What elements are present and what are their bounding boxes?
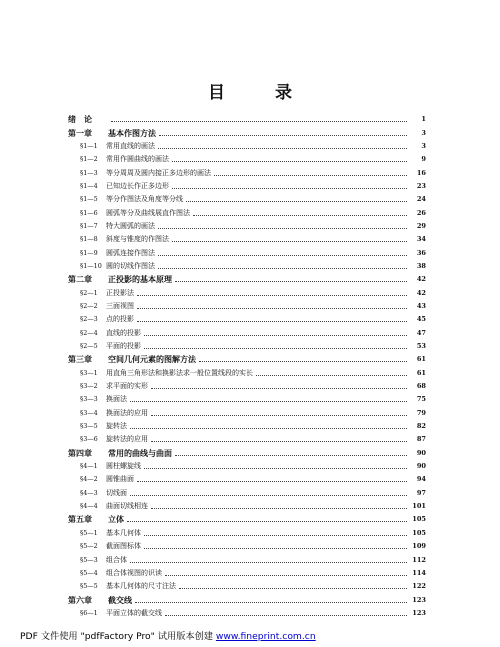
toc-entry-number: §5—3 — [80, 555, 98, 564]
toc-page-number: 109 — [412, 542, 426, 551]
dot-leader — [199, 361, 407, 362]
toc-page-number: 123 — [412, 595, 426, 604]
toc-chapter-row — [68, 593, 426, 606]
toc-entry-title: 基本几何体 — [106, 528, 141, 537]
toc-chapter-row — [68, 513, 426, 526]
dot-leader — [144, 548, 407, 549]
toc-section-row — [68, 313, 426, 326]
toc-entry-title: 等分周周及圆内接正多边形的画法 — [106, 168, 211, 177]
dot-leader — [179, 588, 407, 589]
toc-entry-number: 绪 论 — [68, 114, 92, 125]
toc-page-number: 90 — [416, 462, 426, 471]
toc-section-row — [68, 607, 426, 620]
dot-leader — [111, 121, 407, 122]
toc-section-row — [68, 233, 426, 246]
dot-leader — [172, 161, 407, 162]
toc-section-row — [68, 300, 426, 313]
toc-entry-title: 正投影的基本原理 — [108, 274, 172, 285]
toc-entry-title: 圆锥曲面 — [106, 475, 134, 484]
toc-page-number: 43 — [416, 301, 426, 310]
toc-page-number: 26 — [416, 208, 426, 217]
toc-page-number: 38 — [416, 261, 426, 270]
toc-entry-number: §4—3 — [80, 488, 98, 497]
toc-entry-title: 圆的切线作图法 — [106, 261, 155, 270]
toc-chapter-row — [68, 113, 426, 126]
toc-entry-title: 常用作圆曲线的画法 — [106, 155, 169, 164]
dot-leader — [158, 148, 407, 149]
toc-entry-number: 第五章 — [68, 514, 92, 525]
toc-entry-title: 换面法 — [106, 395, 127, 404]
toc-page-number: 87 — [416, 435, 426, 444]
toc-section-row — [68, 407, 426, 420]
toc-page-number: 3 — [421, 128, 426, 137]
toc-entry-number: §3—4 — [80, 408, 98, 417]
toc-entry-title: 已知边长作正多边形 — [106, 181, 169, 190]
toc-entry-number: §1—5 — [80, 195, 98, 204]
dot-leader — [151, 441, 407, 442]
toc-entry-title: 用直角三角形法和换影法求一般位置线段的实长 — [106, 368, 253, 377]
toc-page-number: 123 — [412, 608, 426, 617]
toc-entry-number: §3—3 — [80, 395, 98, 404]
toc-section-row — [68, 153, 426, 166]
dot-leader — [144, 535, 407, 536]
toc-entry-title: 常用的曲线与曲面 — [108, 447, 172, 458]
toc-entry-number: §2—1 — [80, 288, 98, 297]
toc-entry-title: 常用直线的画法 — [106, 141, 155, 150]
toc-entry-number: §2—4 — [80, 328, 98, 337]
toc-page-number: 90 — [416, 448, 426, 457]
toc-entry-title: 组合体视图的识读 — [106, 568, 162, 577]
toc-entry-number: 第四章 — [68, 447, 92, 458]
dot-leader — [130, 401, 407, 402]
toc-page-number: 112 — [412, 555, 426, 564]
toc-page-number: 34 — [416, 235, 426, 244]
dot-leader — [144, 335, 407, 336]
toc-page-number: 122 — [412, 582, 426, 591]
toc-page-number: 105 — [412, 528, 426, 537]
toc-page-number: 68 — [416, 382, 426, 391]
toc-entry-number: §5—2 — [80, 542, 98, 551]
footer-link[interactable]: www.fineprint.com.cn — [215, 631, 316, 642]
toc-section-row — [68, 380, 426, 393]
toc-entry-number: §3—6 — [80, 435, 98, 444]
dot-leader — [214, 175, 407, 176]
dot-leader — [175, 455, 407, 456]
toc-entry-title: 立体 — [108, 514, 124, 525]
toc-entry-number: §1—4 — [80, 181, 98, 190]
toc-entry-title: 截面图标体 — [106, 542, 141, 551]
toc-page-number: 42 — [416, 275, 426, 284]
dot-leader — [130, 428, 407, 429]
toc-page-number: 1 — [421, 115, 426, 124]
toc-page-number: 53 — [416, 342, 426, 351]
toc-section-row — [68, 393, 426, 406]
toc-entry-title: 空间几何元素的图解方法 — [108, 354, 196, 365]
toc-entry-number: 第三章 — [68, 354, 92, 365]
page-title: 目 录 — [208, 83, 314, 103]
toc-entry-number: §1—9 — [80, 248, 98, 257]
toc-page-number: 61 — [416, 368, 426, 377]
toc-section-row — [68, 460, 426, 473]
dot-leader — [151, 508, 407, 509]
toc-entry-title: 换面法的应用 — [106, 408, 148, 417]
dot-leader — [137, 481, 407, 482]
toc-entry-number: 第二章 — [68, 274, 92, 285]
toc-chapter-row — [68, 273, 426, 286]
toc-entry-number: §1—1 — [80, 141, 98, 150]
toc-entry-number: §4—4 — [80, 502, 98, 511]
toc-section-row — [68, 193, 426, 206]
dot-leader — [165, 615, 407, 616]
dot-leader — [130, 562, 407, 563]
toc-entry-title: 旋转法的应用 — [106, 435, 148, 444]
toc-entry-title: 组合体 — [106, 555, 127, 564]
toc-page-number: 79 — [416, 408, 426, 417]
toc-page-number: 36 — [416, 248, 426, 257]
dot-leader — [158, 268, 407, 269]
footer-text: PDF 文件使用 "pdfFactory Pro" 试用版本创建 — [20, 631, 213, 642]
toc-entry-title: 直线的投影 — [106, 328, 141, 337]
dot-leader — [137, 308, 407, 309]
toc-entry-number: §1—2 — [80, 155, 98, 164]
toc-entry-title: 旋转法 — [106, 422, 127, 431]
toc-entry-number: §1—7 — [80, 221, 98, 230]
dot-leader — [158, 228, 407, 229]
dot-leader — [151, 415, 407, 416]
dot-leader — [130, 495, 407, 496]
toc-chapter-row — [68, 126, 426, 139]
toc-entry-title: 求平面的实形 — [106, 382, 148, 391]
dot-leader — [137, 295, 407, 296]
toc-entry-title: 特大圆弧的画法 — [106, 221, 155, 230]
toc-section-row — [68, 260, 426, 273]
toc-page-number: 97 — [416, 488, 426, 497]
toc-section-row — [68, 367, 426, 380]
toc-page-number: 94 — [416, 475, 426, 484]
toc-section-row — [68, 220, 426, 233]
toc-page-number: 75 — [416, 395, 426, 404]
toc-page-number: 101 — [412, 502, 426, 511]
toc-page-number: 114 — [412, 568, 426, 577]
dot-leader — [172, 188, 407, 189]
toc-entry-number: §1—8 — [80, 235, 98, 244]
toc-page-number: 105 — [412, 515, 426, 524]
toc-entry-title: 圆柱螺旋线 — [106, 462, 141, 471]
toc-entry-number: §4—2 — [80, 475, 98, 484]
toc-page-number: 82 — [416, 422, 426, 431]
dot-leader — [186, 201, 407, 202]
toc-entry-title: 切线面 — [106, 488, 127, 497]
toc-entry-title: 点的投影 — [106, 315, 134, 324]
dot-leader — [144, 348, 407, 349]
toc-entry-number: §1—6 — [80, 208, 98, 217]
toc-entry-title: 曲面切线相连 — [106, 502, 148, 511]
toc-entry-title: 圆弧连接作图法 — [106, 248, 155, 257]
toc-section-row — [68, 327, 426, 340]
toc-section-row — [68, 527, 426, 540]
toc-entry-number: §1—3 — [80, 168, 98, 177]
toc-section-row — [68, 420, 426, 433]
toc-page-number: 47 — [416, 328, 426, 337]
toc-section-row — [68, 473, 426, 486]
dot-leader — [175, 281, 407, 282]
toc-entry-title: 正投影法 — [106, 288, 134, 297]
toc-entry-title: 平面的投影 — [106, 342, 141, 351]
toc-section-row — [68, 180, 426, 193]
toc-section-row — [68, 580, 426, 593]
toc-entry-title: 圆弧等分及曲线展直作图法 — [106, 208, 190, 217]
toc-entry-number: §2—2 — [80, 301, 98, 310]
toc-section-row — [68, 433, 426, 446]
toc-entry-number: §5—5 — [80, 582, 98, 591]
toc-page-number: 29 — [416, 221, 426, 230]
dot-leader — [144, 468, 407, 469]
toc-section-row — [68, 500, 426, 513]
toc-entry-number: §2—3 — [80, 315, 98, 324]
toc-page-number: 9 — [421, 155, 426, 164]
toc-entry-number: 第六章 — [68, 594, 92, 605]
toc-entry-number: §6—1 — [80, 608, 98, 617]
toc-entry-number: §3—1 — [80, 368, 98, 377]
toc-page-number: 42 — [416, 288, 426, 297]
dot-leader — [137, 321, 407, 322]
toc-section-row — [68, 166, 426, 179]
toc-entry-number: 第一章 — [68, 127, 92, 138]
toc-entry-number: §5—4 — [80, 568, 98, 577]
dot-leader — [158, 255, 407, 256]
toc-section-row — [68, 286, 426, 299]
table-of-contents — [68, 113, 426, 620]
dot-leader — [127, 521, 407, 522]
dot-leader — [256, 375, 407, 376]
dot-leader — [151, 388, 407, 389]
toc-entry-title: 三面视图 — [106, 301, 134, 310]
toc-section-row — [68, 553, 426, 566]
toc-entry-number: §2—5 — [80, 342, 98, 351]
toc-page-number: 61 — [416, 355, 426, 364]
toc-entry-title: 等分作图法及角度等分线 — [106, 195, 183, 204]
toc-section-row — [68, 246, 426, 259]
toc-section-row — [68, 206, 426, 219]
toc-section-row — [68, 340, 426, 353]
toc-section-row — [68, 487, 426, 500]
dot-leader — [159, 135, 407, 136]
toc-section-row — [68, 567, 426, 580]
toc-entry-number: §5—1 — [80, 528, 98, 537]
toc-section-row — [68, 140, 426, 153]
toc-chapter-row — [68, 447, 426, 460]
dot-leader — [135, 602, 407, 603]
toc-entry-title: 基本几何体的尺寸注法 — [106, 582, 176, 591]
toc-entry-title: 截交线 — [108, 594, 132, 605]
toc-entry-title: 斜度与锥度的作图法 — [106, 235, 169, 244]
toc-page-number: 16 — [416, 168, 426, 177]
toc-entry-number: §3—2 — [80, 382, 98, 391]
toc-page-number: 3 — [421, 141, 426, 150]
toc-entry-title: 平面立体的截交线 — [106, 608, 162, 617]
toc-entry-title: 基本作图方法 — [108, 127, 156, 138]
toc-page-number: 23 — [416, 181, 426, 190]
dot-leader — [193, 215, 407, 216]
toc-page-number: 45 — [416, 315, 426, 324]
dot-leader — [172, 241, 407, 242]
dot-leader — [165, 575, 407, 576]
pdf-footer — [20, 628, 316, 642]
toc-entry-number: §3—5 — [80, 422, 98, 431]
toc-chapter-row — [68, 353, 426, 366]
toc-entry-number: §1—10 — [80, 261, 102, 270]
toc-page-number: 24 — [416, 195, 426, 204]
toc-entry-number: §4—1 — [80, 462, 98, 471]
toc-section-row — [68, 540, 426, 553]
